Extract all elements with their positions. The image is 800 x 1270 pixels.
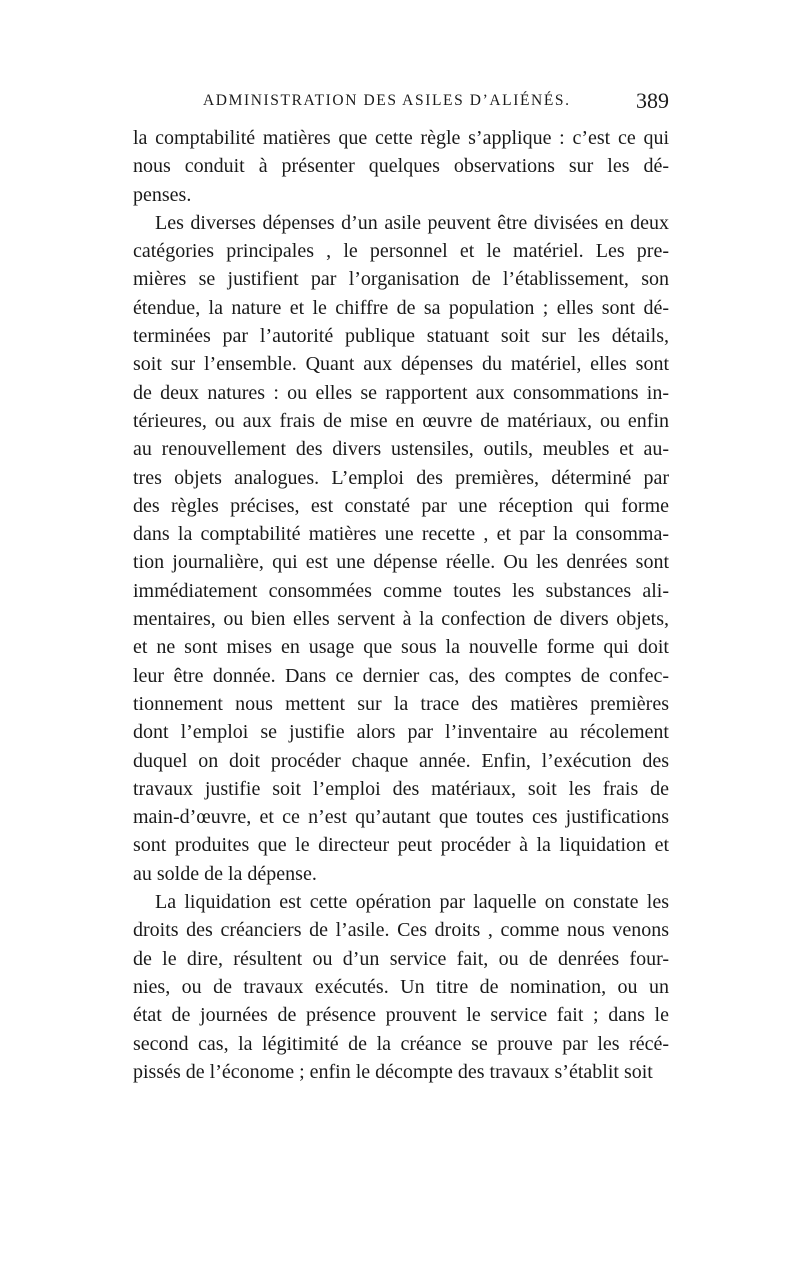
text-line: Les diverses dépenses d’un asile peuvent être divisées en deux <box>155 211 669 234</box>
text-line: dans la comptabilité matières une recette , et par la consomma- <box>133 523 669 546</box>
text-line: de deux natures : ou elles se rapportent aux consommations in- <box>133 381 669 404</box>
text-line: duquel on doit procéder chaque année. Enfin, l’exécution des <box>133 749 669 772</box>
text-line: de le dire, résultent ou d’un service fait, ou de denrées four- <box>133 947 669 970</box>
text-line: au solde de la dépense. <box>133 862 317 885</box>
text-line: La liquidation est cette opération par laquelle on constate les <box>155 891 669 914</box>
paragraph <box>133 888 669 1086</box>
text-line: nies, ou de travaux exécutés. Un titre de nomination, ou un <box>133 975 669 998</box>
text-line: immédiatement consommées comme toutes les substances ali- <box>133 579 669 602</box>
page-number: 389 <box>636 88 669 113</box>
text-line: étendue, la nature et le chiffre de sa population ; elles sont dé- <box>133 296 669 319</box>
body-text <box>133 124 669 1086</box>
text-line: et ne sont mises en usage que sous la nouvelle forme qui doit <box>133 636 669 659</box>
text-line: soit sur l’ensemble. Quant aux dépenses du matériel, elles sont <box>133 353 669 376</box>
text-line: mières se justifient par l’organisation de l’établissement, son <box>133 268 669 291</box>
text-line: terminées par l’autorité publique statuant soit sur les détails, <box>133 325 669 348</box>
text-line: leur être donnée. Dans ce dernier cas, des comptes de confec- <box>133 664 669 687</box>
text-line: sont produites que le directeur peut procéder à la liquidation et <box>133 834 669 857</box>
text-line: tion journalière, qui est une dépense réelle. Ou les denrées sont <box>133 551 669 574</box>
text-line: catégories principales , le personnel et le matériel. Les pre- <box>133 240 669 263</box>
text-line: second cas, la légitimité de la créance se prouve par les récé- <box>133 1032 669 1055</box>
text-line: dont l’emploi se justifie alors par l’inventaire au récolement <box>133 721 669 744</box>
text-line: droits des créanciers de l’asile. Ces droits , comme nous venons <box>133 919 669 942</box>
text-line: tionnement nous mettent sur la trace des matières premières <box>133 692 669 715</box>
text-line: mentaires, ou bien elles servent à la confection de divers objets, <box>133 608 669 631</box>
text-line: nous conduit à présenter quelques observations sur les dé- <box>133 155 669 178</box>
text-line: penses. <box>133 183 192 206</box>
text-line: état de journées de présence prouvent le service fait ; dans le <box>133 1004 669 1027</box>
text-line: des règles précises, est constaté par une réception qui forme <box>133 494 669 517</box>
text-line: travaux justifie soit l’emploi des matériaux, soit les frais de <box>133 777 669 800</box>
text-line: la comptabilité matières que cette règle s’applique : c’est ce qui <box>133 127 669 149</box>
running-title: ADMINISTRATION DES ASILES D’ALIÉNÉS. <box>203 92 571 109</box>
text-line: main-d’œuvre, et ce n’est qu’autant que toutes ces justifications <box>133 806 669 829</box>
text-line: au renouvellement des divers ustensiles, outils, meubles et au- <box>133 438 669 461</box>
text-line: pissés de l’économe ; enfin le décompte des travaux s’établit soit <box>133 1060 653 1083</box>
paragraph <box>133 209 669 888</box>
running-head <box>133 88 669 122</box>
paragraph <box>133 124 669 209</box>
text-line: térieures, ou aux frais de mise en œuvre de matériaux, ou enfin <box>133 409 669 432</box>
text-line: tres objets analogues. L’emploi des premières, déterminé par <box>133 466 669 489</box>
